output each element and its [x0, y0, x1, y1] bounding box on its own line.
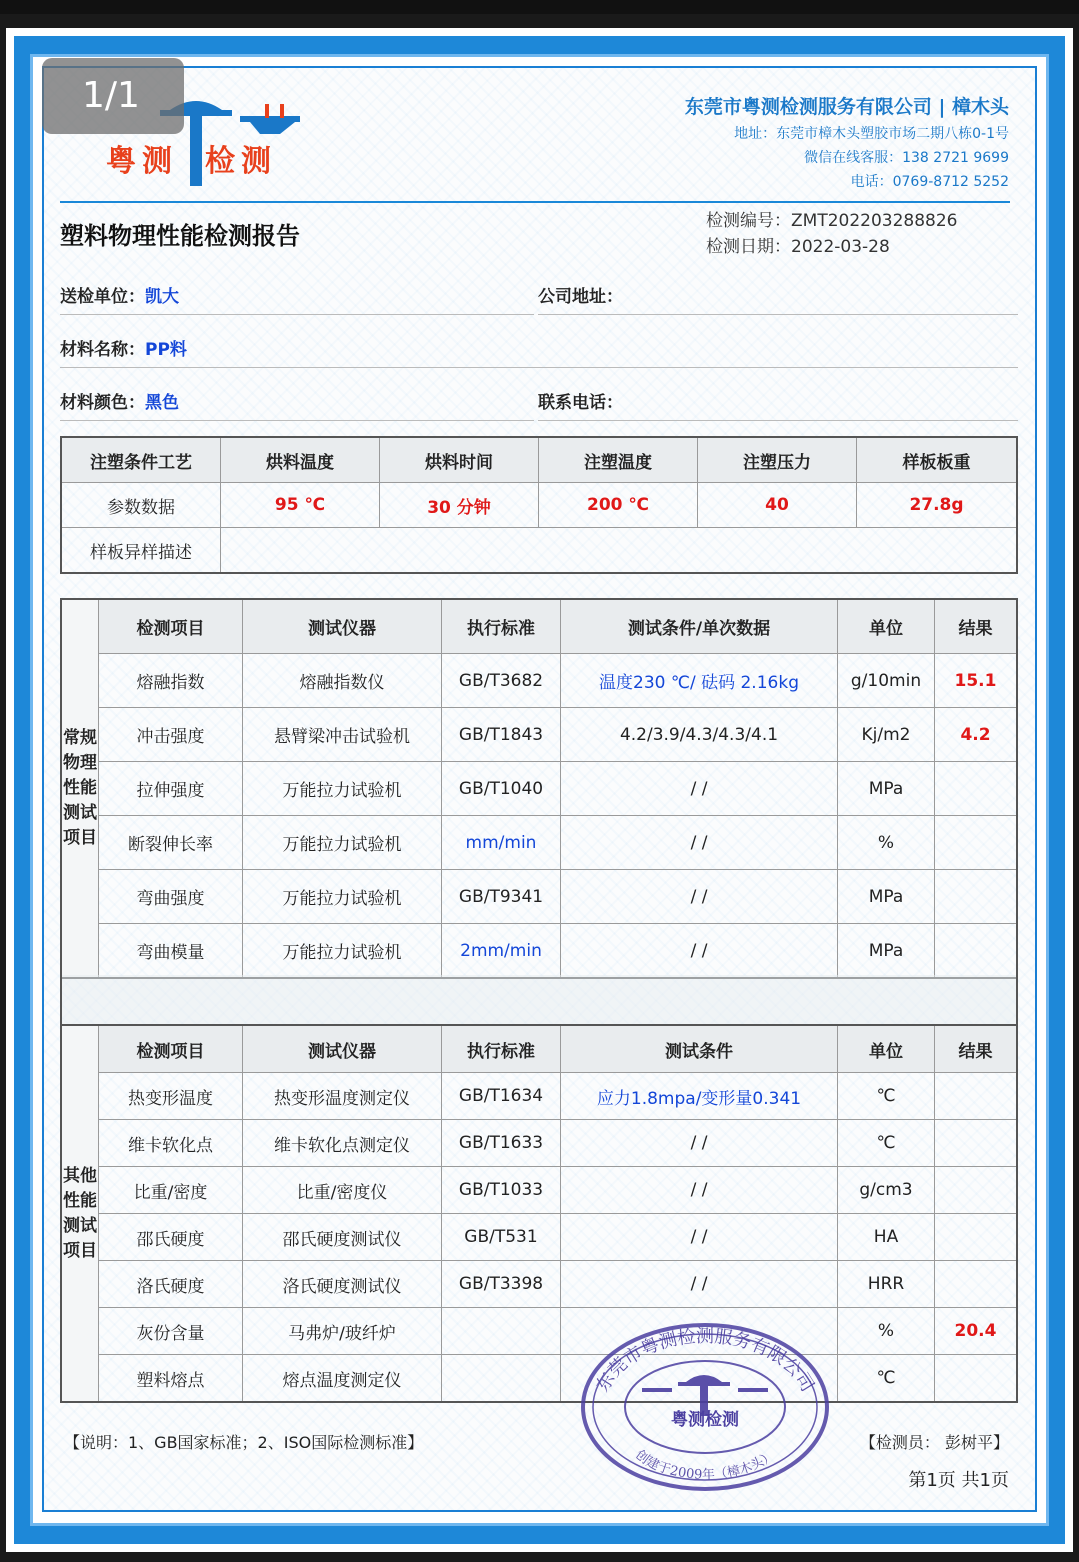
molding-header: 烘料时间: [380, 437, 539, 483]
divider: [60, 367, 1018, 368]
field-unit-value: 凯大: [145, 287, 179, 307]
test-standard: GB/T531: [442, 1214, 561, 1261]
table-gap: [60, 975, 1018, 1024]
test-standard: [442, 1308, 561, 1355]
table-row: [61, 870, 1017, 924]
field-color: [60, 388, 179, 413]
molding-desc-value: [221, 528, 1018, 574]
report-number: 检测编号：ZMT202203288826: [706, 211, 958, 231]
test-unit: HRR: [838, 1261, 935, 1308]
test-item: 邵氏硬度: [99, 1214, 243, 1261]
seal-bottom-text: 创建于2009年（樟木头）: [632, 1447, 778, 1483]
molding-header: 注塑压力: [698, 437, 857, 483]
test-unit: %: [838, 1308, 935, 1355]
molding-value: 95 ℃: [221, 483, 380, 528]
test-standard: GB/T9341: [442, 870, 561, 924]
test-unit: ℃: [838, 1073, 935, 1120]
field-contact-label: 联系电话：: [538, 393, 623, 413]
header-divider: [60, 201, 1010, 203]
seal-ring-text: 东莞市粤测检测服务有限公司: [592, 1326, 818, 1396]
test-result: [935, 1261, 1018, 1308]
test-instrument: 悬臂梁冲击试验机: [243, 708, 442, 762]
molding-header: 样板板重: [857, 437, 1018, 483]
test-unit: g/cm3: [838, 1167, 935, 1214]
other-tests-table: [60, 1024, 1018, 1403]
test-condition: / /: [561, 870, 838, 924]
molding-value: 200 ℃: [539, 483, 698, 528]
test-condition: / /: [561, 924, 838, 979]
field-color-label: 材料颜色：: [60, 393, 145, 413]
test-standard: GB/T1843: [442, 708, 561, 762]
test-unit: ℃: [838, 1120, 935, 1167]
company-wechat: 微信在线客服：138 2721 9699: [804, 150, 1009, 166]
seal-center-text: 粤测检测: [671, 1410, 739, 1430]
field-material-value: PP料: [145, 340, 187, 360]
test-result: [935, 816, 1018, 870]
other-header: 执行标准: [442, 1025, 561, 1073]
test-result: [935, 1214, 1018, 1261]
other-header: 测试条件: [561, 1025, 838, 1073]
other-header: 检测项目: [99, 1025, 243, 1073]
test-result: 20.4: [935, 1308, 1018, 1355]
table-row: [61, 1120, 1017, 1167]
test-item: 断裂伸长率: [99, 816, 243, 870]
inspector: 【检测员： 彭树平】: [859, 1433, 1009, 1452]
molding-desc-label: 样板异样描述: [61, 528, 221, 574]
test-result: [935, 1120, 1018, 1167]
test-instrument: 洛氏硬度测试仪: [243, 1261, 442, 1308]
report-title: 塑料物理性能检测报告: [60, 222, 300, 250]
molding-value: 30 分钟: [380, 483, 539, 528]
test-item: 冲击强度: [99, 708, 243, 762]
test-standard: GB/T1634: [442, 1073, 561, 1120]
test-unit: HA: [838, 1214, 935, 1261]
field-address: [538, 282, 623, 307]
divider: [538, 314, 1018, 315]
test-condition: 应力1.8mpa/变形量0.341: [561, 1073, 838, 1120]
test-unit: g/10min: [838, 654, 935, 708]
test-unit: Kj/m2: [838, 708, 935, 762]
test-instrument: 比重/密度仪: [243, 1167, 442, 1214]
table-row: [61, 924, 1017, 979]
test-item: 弯曲强度: [99, 870, 243, 924]
test-instrument: 马弗炉/玻纤炉: [243, 1308, 442, 1355]
test-condition: / /: [561, 1167, 838, 1214]
test-item: 熔融指数: [99, 654, 243, 708]
table-row: [61, 1073, 1017, 1120]
test-unit: MPa: [838, 870, 935, 924]
other-header: 单位: [838, 1025, 935, 1073]
test-condition: 4.2/3.9/4.3/4.3/4.1: [561, 708, 838, 762]
test-standard: GB/T1033: [442, 1167, 561, 1214]
report-date: 检测日期：2022-03-28: [706, 237, 890, 257]
test-result: [935, 1167, 1018, 1214]
regular-header-row: [61, 599, 1017, 654]
company-header: [685, 92, 1009, 191]
field-unit-label: 送检单位：: [60, 287, 145, 307]
molding-value: 40: [698, 483, 857, 528]
test-item: 洛氏硬度: [99, 1261, 243, 1308]
divider: [60, 420, 534, 421]
company-address: 地址：东莞市樟木头塑胶市场二期八栋0-1号: [734, 126, 1009, 142]
test-standard: GB/T3682: [442, 654, 561, 708]
table-row: [61, 1167, 1017, 1214]
regular-header: 执行标准: [442, 599, 561, 654]
test-result: [935, 1355, 1018, 1403]
test-unit: %: [838, 816, 935, 870]
test-item: 塑料熔点: [99, 1355, 243, 1403]
test-condition: / /: [561, 1120, 838, 1167]
test-condition: / /: [561, 1214, 838, 1261]
test-item: 灰份含量: [99, 1308, 243, 1355]
regular-side-label: 常规物理性能测试项目: [61, 599, 99, 978]
table-row: [61, 1308, 1017, 1355]
test-result: [935, 870, 1018, 924]
test-item: 拉伸强度: [99, 762, 243, 816]
molding-header: 注塑温度: [539, 437, 698, 483]
test-condition: 温度230 ℃/ 砝码 2.16kg: [561, 654, 838, 708]
molding-values-row: [61, 483, 1017, 528]
test-result: [935, 762, 1018, 816]
other-header-row: [61, 1025, 1017, 1073]
test-unit: MPa: [838, 924, 935, 979]
regular-header: 结果: [935, 599, 1018, 654]
test-instrument: 邵氏硬度测试仪: [243, 1214, 442, 1261]
regular-header: 单位: [838, 599, 935, 654]
table-row: [61, 1214, 1017, 1261]
test-result: 4.2: [935, 708, 1018, 762]
test-instrument: 维卡软化点测定仪: [243, 1120, 442, 1167]
field-color-value: 黑色: [145, 393, 179, 413]
regular-header: 检测项目: [99, 599, 243, 654]
table-row: [61, 762, 1017, 816]
top-bar: [0, 0, 1079, 14]
test-result: [935, 1073, 1018, 1120]
field-material-label: 材料名称：: [60, 340, 145, 360]
molding-row-label: 参数数据: [61, 483, 221, 528]
test-unit: ℃: [838, 1355, 935, 1403]
logo-text-left: 粤测: [106, 144, 178, 179]
test-standard: 2mm/min: [442, 924, 561, 979]
molding-desc-row: [61, 528, 1017, 574]
report-info: [706, 208, 958, 260]
logo-text-right: 检测: [205, 144, 277, 179]
test-standard: GB/T1633: [442, 1120, 561, 1167]
test-result: 15.1: [935, 654, 1018, 708]
other-header: 测试仪器: [243, 1025, 442, 1073]
test-standard: GB/T1040: [442, 762, 561, 816]
footer-note: 【说明：1、GB国家标准；2、ISO国际检测标准】: [64, 1433, 424, 1452]
field-address-label: 公司地址：: [538, 287, 623, 307]
regular-header: 测试条件/单次数据: [561, 599, 838, 654]
table-row: [61, 1261, 1017, 1308]
divider: [60, 314, 534, 315]
test-instrument: 万能拉力试验机: [243, 816, 442, 870]
test-result: [935, 924, 1018, 979]
test-instrument: 熔融指数仪: [243, 654, 442, 708]
page-count: 第1页 共1页: [908, 1470, 1009, 1491]
test-unit: MPa: [838, 762, 935, 816]
other-header: 结果: [935, 1025, 1018, 1073]
test-instrument: 热变形温度测定仪: [243, 1073, 442, 1120]
table-row: [61, 816, 1017, 870]
divider: [538, 420, 1018, 421]
test-condition: / /: [561, 816, 838, 870]
test-standard: GB/T3398: [442, 1261, 561, 1308]
field-contact: [538, 388, 623, 413]
test-condition: / /: [561, 1261, 838, 1308]
test-item: 弯曲模量: [99, 924, 243, 979]
regular-header: 测试仪器: [243, 599, 442, 654]
molding-header: 烘料温度: [221, 437, 380, 483]
company-phone: 电话：0769-8712 5252: [850, 174, 1009, 190]
field-unit: [60, 282, 179, 307]
company-seal: [580, 1322, 830, 1492]
test-condition: / /: [561, 762, 838, 816]
table-row: [61, 1355, 1017, 1403]
molding-header: 注塑条件工艺: [61, 437, 221, 483]
other-side-label: 其他性能测试项目: [61, 1025, 99, 1402]
table-row: [61, 708, 1017, 762]
test-instrument: 万能拉力试验机: [243, 870, 442, 924]
test-item: 维卡软化点: [99, 1120, 243, 1167]
company-name: 东莞市粤测检测服务有限公司 | 樟木头: [684, 96, 1009, 118]
test-instrument: 万能拉力试验机: [243, 762, 442, 816]
test-standard: [442, 1355, 561, 1403]
table-row: [61, 654, 1017, 708]
test-item: 比重/密度: [99, 1167, 243, 1214]
page-indicator[interactable]: 1/1: [42, 58, 184, 134]
molding-header-row: [61, 437, 1017, 483]
test-standard: mm/min: [442, 816, 561, 870]
regular-tests-table: [60, 598, 1018, 979]
molding-value: 27.8g: [857, 483, 1018, 528]
test-instrument: 万能拉力试验机: [243, 924, 442, 979]
field-material: [60, 335, 187, 360]
molding-table: [60, 436, 1018, 574]
test-item: 热变形温度: [99, 1073, 243, 1120]
test-instrument: 熔点温度测定仪: [243, 1355, 442, 1403]
